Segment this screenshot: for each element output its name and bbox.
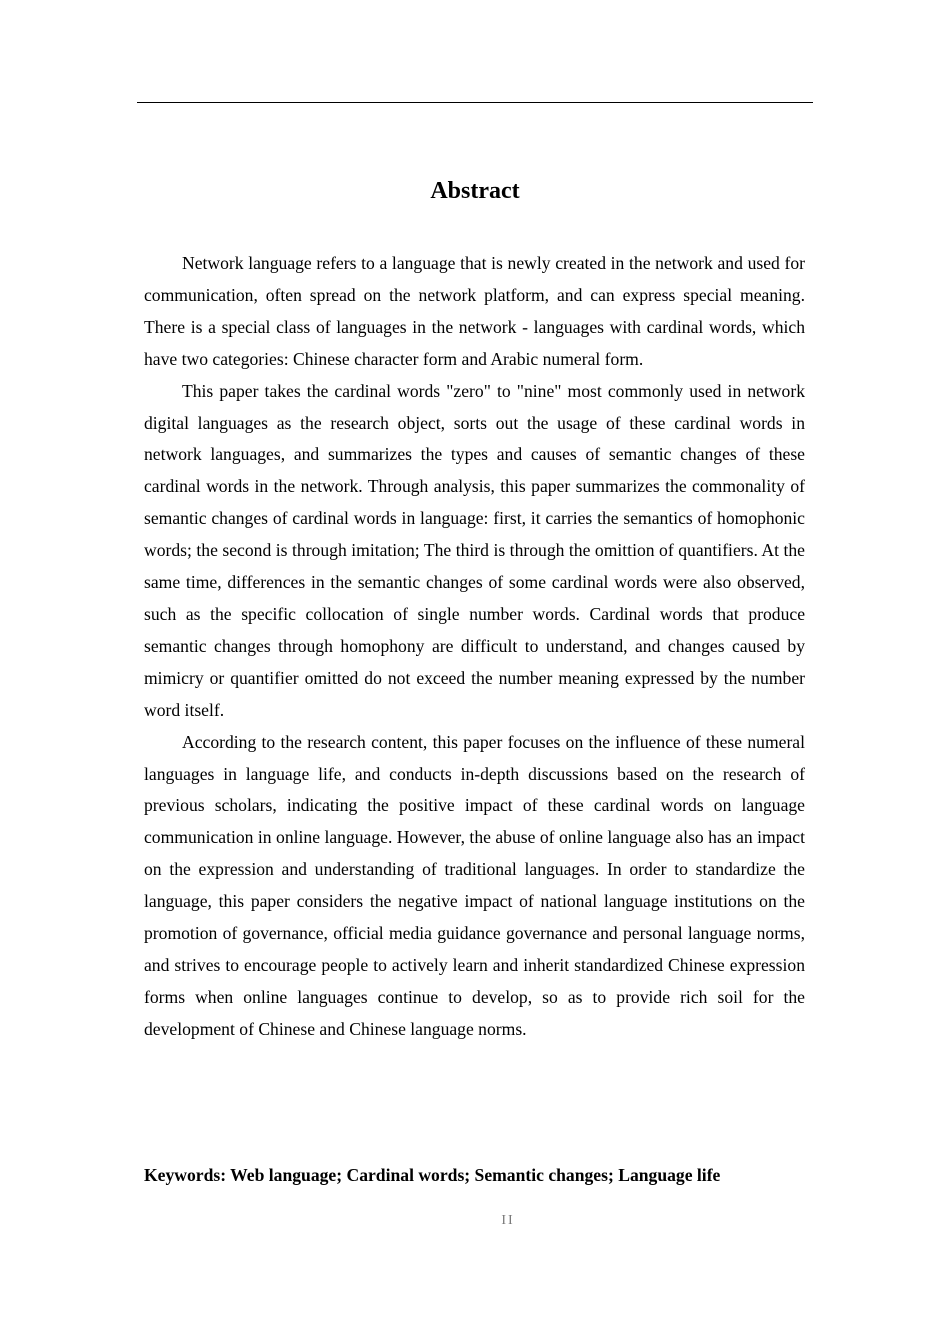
abstract-body <box>144 248 805 1046</box>
abstract-title: Abstract <box>430 178 520 204</box>
abstract-paragraph: Network language refers to a language that is newly created in the network and used for communication, often spread on the network platform, and can express special meaning. There is a special class of languages in the network - languages with cardinal words, which have two categories: Chinese character form and Arabic numeral form. <box>144 253 805 369</box>
header-rule <box>137 102 813 103</box>
keywords-line: Keywords: Web language; Cardinal words; Semantic changes; Language life <box>144 1165 721 1185</box>
abstract-paragraph: According to the research content, this paper focuses on the influence of these numeral languages in language life, and conducts in-depth discussions based on the research of previous scholars, indicating the positive impact of these cardinal words on language communication in online language. However, the abuse of online language also has an impact on the expression and understanding of traditional languages. In order to standardize the language, this paper considers the negative impact of national language institutions on the promotion of governance, official media guidance governance and personal language norms, and strives to encourage people to actively learn and inherit standardized Chinese expression forms when online languages continue to develop, so as to provide rich soil for the development of Chinese and Chinese language norms. <box>144 731 805 1039</box>
abstract-paragraph: This paper takes the cardinal words "zero" to "nine" most commonly used in network digital languages as the research object, sorts out the usage of these cardinal words in network languages, and summarizes the types and causes of semantic changes of these cardinal words in the network. Through analysis, this paper summarizes the commonality of semantic changes of cardinal words in language: first, it carries the semantics of homophonic words; the second is through imitation; The third is through the omittion of quantifiers. At the same time, differences in the semantic changes of some cardinal words were also observed, such as the specific collocation of single number words. Cardinal words that produce semantic changes through homophony are difficult to understand, and changes caused by mimicry or quantifier omitted do not exceed the number meaning expressed by the number word itself. <box>144 380 805 720</box>
page-number: II <box>501 1213 515 1228</box>
